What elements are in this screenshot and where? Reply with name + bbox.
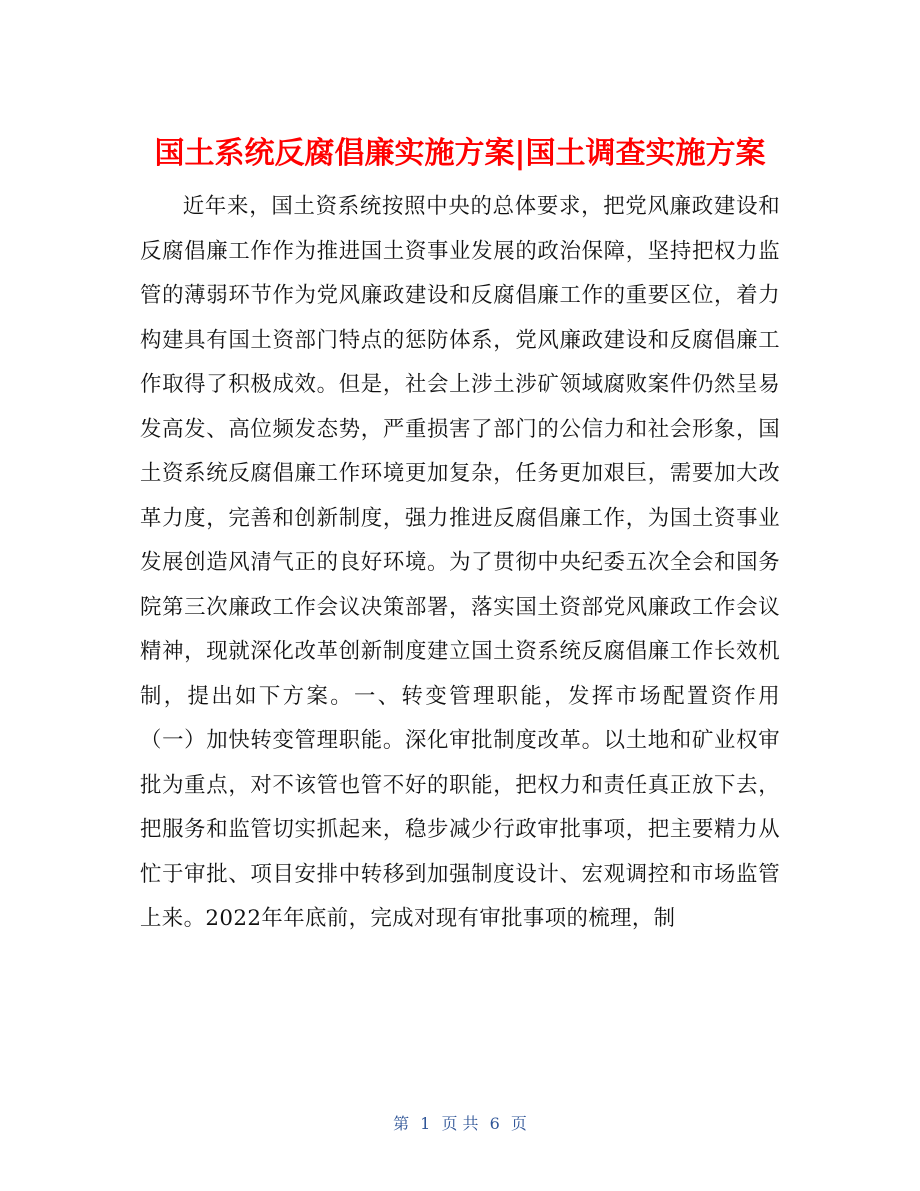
footer-middle: 页 共: [441, 1114, 479, 1133]
document-body: 近年来，国土资系统按照中央的总体要求，把党风廉政建设和反腐倡廉工作作为推进国土资事业发展的政治保障，坚持把权力监管的薄弱环节作为党风廉政建设和反腐倡廉工作的重要区位，着力构建具有国土资部门特点的惩防体系，党风廉政建设和反腐倡廉工作取得了积极成效。但是，社会上涉土涉矿领域腐败案件仍然呈易发高发、高位频发态势，严重损害了部门的公信力和社会形象，国土资系统反腐倡廉工作环境更加复杂，任务更加艰巨，需要加大改革力度，完善和创新制度，强力推进反腐倡廉工作，为国土资事业发展创造风清气正的良好环境。为了贯彻中央纪委五次全会和国务院第三次廉政工作会议决策部署，落实国土资部党风廉政工作会议精神，现就深化改革创新制度建立国土资系统反腐倡廉工作长效机制，提出如下方案。一、转变管理职能，发挥市场配置资作用（一）加快转变管理职能。深化审批制度改革。以土地和矿业权审批为重点，对不该管也管不好的职能，把权力和责任真正放下去，把服务和监管切实抓起来，稳步减少行政审批事项，把主要精力从忙于审批、项目安排中转移到加强制度设计、宏观调控和市场监管上来。2022年年底前，完成对现有审批事项的梳理，制: [140, 194, 780, 931]
footer-page-number: 1: [420, 1114, 431, 1133]
document-title: 国土系统反腐倡廉实施方案|国土调查实施方案: [154, 136, 766, 172]
page-footer: [0, 1112, 920, 1136]
footer-prefix: 第: [393, 1114, 410, 1133]
footer-total-pages: 6: [489, 1114, 500, 1133]
footer-suffix: 页: [510, 1114, 527, 1133]
